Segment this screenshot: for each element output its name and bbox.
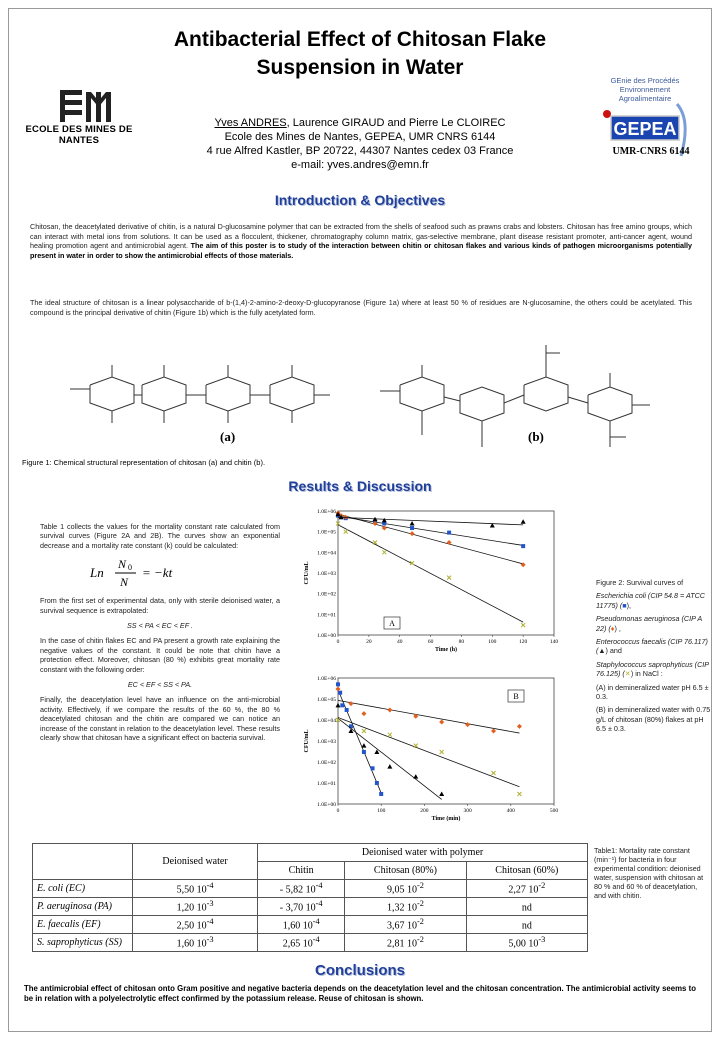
y-tick-label: 1.0E+06 <box>317 676 336 682</box>
x-tick-label: 40 <box>396 639 403 645</box>
eq-denominator: N <box>120 575 129 590</box>
emn-logo-caption: ECOLE DES MINES DE NANTES <box>25 124 133 146</box>
email[interactable]: e-mail: yves.andres@emn.fr <box>291 159 429 171</box>
results-heading: Results & Discussion <box>288 478 432 494</box>
results-text <box>40 522 280 749</box>
x-axis-label: Time (h) <box>434 647 458 653</box>
fig2-caption-ecoli: Escherichia coli (CIP 54.8 = ATCC 11775) (■), <box>596 591 705 610</box>
figure-1-caption: Figure 1: Chemical structural representation of chitosan (a) and chitin (b). <box>22 458 266 467</box>
table-1-caption: Table1: Mortality rate constant (min⁻¹) for bacteria in four experimental condition: deionised water, suspension with chitosan at 80 % and 60 % of deacetylation, and with chitin. <box>594 846 704 900</box>
intro-heading: Introduction & Objectives <box>274 192 446 208</box>
chitin-structure <box>380 345 650 447</box>
eq-numerator-sub: 0 <box>128 563 132 573</box>
survival-chart-b <box>300 672 562 822</box>
emn-logo-mark <box>14 88 144 124</box>
intro-aim-text: The aim of this poster is to study of the interaction between chitin or chitosan flakes and various kinds of pathogen microorganisms potentially present in water in order to show the antimicrobial effects of those materials. <box>30 241 693 260</box>
y-tick-label: 1.0E+00 <box>317 802 336 808</box>
x-tick-label: 100 <box>377 808 386 814</box>
authors-block <box>160 116 560 172</box>
title-line-2: Suspension in Water <box>256 56 464 79</box>
coauthors: , Laurence GIRAUD and Pierre Le CLOIREC <box>286 117 506 129</box>
table-row: E. faecalis (EF) 2,50 $10^{-4}$ 1,60 $10^{-4}$ 3,67 $10^{-2}$ nd <box>33 916 588 934</box>
panel-label: B <box>513 692 519 701</box>
x-tick-label: 400 <box>506 808 515 814</box>
y-tick-label: 1.0E+04 <box>317 550 336 557</box>
fig2-caption-ss: Staphylococcus saprophyticus (CIP 76.125) (✕) in NaCl : <box>596 659 709 679</box>
col-group-polymer: Deionised water with polymer <box>258 844 588 862</box>
eq-rhs: = −kt <box>142 565 173 581</box>
plot-area <box>338 511 554 635</box>
eq-ln: Ln <box>90 565 104 581</box>
poster-title <box>100 26 620 82</box>
label-b: (b) <box>528 429 544 444</box>
gepea-tagline-1: GEnie des Procédés <box>610 76 680 85</box>
fig2-caption-title: Figure 2: Survival curves of <box>596 578 684 587</box>
gepea-logo-name: GEPEA <box>613 119 677 139</box>
x-tick-label: 0 <box>336 639 340 645</box>
data-point <box>375 781 379 785</box>
survival-sequence-2: EC < EF < SS < PA. <box>127 680 193 690</box>
ecoli-marker-icon: ■ <box>622 600 627 610</box>
col-chitosan-60: Chitosan (60%) <box>466 862 587 880</box>
conclusions-text: The antimicrobial effect of chitosan onto Gram positive and negative bacteria depends on the deacetylation level and the chitosan concentration. The antimicrobial activity seems to be in relation with a polyelectrolytic effect confirmed by the potassium release. Reuse of chitosan is shown. <box>24 984 696 1003</box>
equation-graphic <box>40 556 280 590</box>
data-point <box>379 792 383 796</box>
author-line <box>160 116 560 130</box>
col-deionised-water: Deionised water <box>133 844 258 880</box>
col-chitosan-80: Chitosan (80%) <box>345 862 466 880</box>
y-axis-label: CFU/mL <box>304 561 310 585</box>
fig2-caption-pa: Pseudomonas aeruginosa (CIP A 22) (♦) , <box>596 614 702 633</box>
gepea-logo-mark <box>595 76 705 186</box>
table-row: E. coli (EC) 5,50 $10^{-4}$ - 5,82 $10^{-4}$ 9,05 $10^{-2}$ 2,27 $10^{-2}$ <box>33 880 588 898</box>
intro-paragraph-1 <box>30 222 692 260</box>
results-paragraph-1: Table 1 collects the values for the mortality constant rate calculated from survival curves (Figure 2A and 2B). The curves show an exponential decrease and a mortality rate constant (k) could be calculated: <box>40 522 280 550</box>
mortality-table <box>32 843 588 952</box>
y-tick-label: 1.0E+06 <box>317 509 336 515</box>
intro-paragraph-2: The ideal structure of chitosan is a linear polysaccharide of b-(1,4)-2-amino-2-deoxy-D-glucopyranose (Figure 1a) where at least 50 % of residues are N-glucosamine, the others could be acetylated. This compound is the principal derivative of chitin (Figure 1b) which is the fully acetylated form. <box>30 298 692 317</box>
data-point <box>447 531 451 535</box>
x-tick-label: 100 <box>488 639 497 645</box>
ef-marker-icon: ▲ <box>598 646 606 656</box>
y-tick-label: 1.0E+04 <box>317 718 336 724</box>
results-paragraph-2: From the first set of experimental data, only with sterile deionised water, a survival sequence is extrapolated: <box>40 596 280 615</box>
y-tick-label: 1.0E+03 <box>317 739 336 745</box>
table-row: P. aeruginosa (PA) 1,20 $10^{-3}$ - 3,70 $10^{-4}$ 1,32 $10^{-2}$ nd <box>33 898 588 916</box>
equation <box>40 556 280 590</box>
eq-numerator: N <box>118 557 127 572</box>
x-tick-label: 300 <box>463 808 472 814</box>
survival-sequence-1: SS < PA < EC < EF . <box>127 621 193 631</box>
chemical-structures <box>30 325 690 460</box>
y-tick-label: 1.0E+02 <box>317 591 336 598</box>
survival-chart-a <box>300 505 562 653</box>
emn-logo <box>14 88 144 146</box>
address: 4 rue Alfred Kastler, BP 20722, 44307 Nantes cedex 03 France <box>206 145 514 157</box>
gepea-logo <box>595 76 705 186</box>
y-tick-label: 1.0E+00 <box>317 633 336 639</box>
x-tick-label: 120 <box>519 639 528 645</box>
data-point <box>362 750 366 754</box>
data-point <box>410 526 414 530</box>
y-tick-label: 1.0E+01 <box>317 612 336 619</box>
gepea-logo-umr: UMR-CNRS 6144 <box>612 146 690 157</box>
label-a: (a) <box>220 429 236 444</box>
first-author: Yves ANDRES <box>214 117 287 129</box>
data-point <box>521 544 525 548</box>
results-paragraph-3: In the case of chitin flakes EC and PA present a growth rate explaining the negative values of the constant. It could be note that chitin have a protection effect. Moreover, chitosan (80 %) exhibits great mortality rate constant with the following order: <box>40 636 280 674</box>
data-point <box>340 703 344 707</box>
y-tick-label: 1.0E+03 <box>317 571 336 577</box>
chitosan-structure <box>70 365 330 423</box>
y-tick-label: 1.0E+01 <box>317 781 336 787</box>
y-tick-label: 1.0E+02 <box>317 760 336 766</box>
data-point <box>336 682 340 686</box>
x-tick-label: 60 <box>427 639 434 645</box>
data-point <box>371 766 375 770</box>
fig2-caption-b: (B) in demineralized water with 0.75 g/L of chitosan (80%) flakes at pH 6.5 ± 0.3. <box>596 705 711 734</box>
data-point <box>345 708 349 712</box>
fig2-caption-a: (A) in demineralized water pH 6.5 ± 0.3. <box>596 682 709 702</box>
x-tick-label: 0 <box>336 808 340 814</box>
x-tick-label: 80 <box>458 639 465 645</box>
conclusions-heading: Conclusions <box>314 962 405 979</box>
fig2-caption-ef: Enterococcus faecalis (CIP 76.117) (▲) and <box>596 637 708 656</box>
y-tick-label: 1.0E+05 <box>317 697 336 703</box>
y-tick-label: 1.0E+05 <box>317 529 336 536</box>
results-paragraph-4: Finally, the deacetylation level have an influence on the anti-microbial activity. Effectively, if we compare the results of the 60 %, the 80 % deacetylated chitosan and the chitin are compared we can notice an increase of the constant in relation to the deacetylation level. These results clearly show that chitosan have a significant effect on bacteria survival. <box>40 695 280 743</box>
x-tick-label: 140 <box>549 639 559 645</box>
x-axis-label: Time (min) <box>431 816 461 822</box>
title-line-1: Antibacterial Effect of Chitosan Flake <box>173 28 547 51</box>
col-chitin: Chitin <box>258 862 345 880</box>
gepea-tagline-3: Agroalimentaire <box>618 94 672 103</box>
affiliation: Ecole des Mines de Nantes, GEPEA, UMR CNRS 6144 <box>224 131 496 143</box>
gepea-tagline-2: Environnement <box>619 85 671 94</box>
x-tick-label: 200 <box>420 808 429 814</box>
data-point <box>338 691 342 695</box>
x-tick-label: 500 <box>549 808 559 814</box>
pa-marker-icon: ♦ <box>610 623 615 633</box>
table-row: S. saprophyticus (SS) 1,60 $10^{-3}$ 2,65 $10^{-4}$ 2,81 $10^{-2}$ 5,00 $10^{-3}$ <box>33 934 588 952</box>
table-header-row-1 <box>33 844 588 862</box>
x-tick-label: 20 <box>366 639 372 645</box>
intro-text-1: Chitosan, the deacetylated derivative of chitin, is a natural D-glucosamine polymer that can be extracted from the shells of seafood such as prawns crabs and lobsters. Chitosan has free amino groups, which can interact with metal ions from solutions. It can be used as a flocculent, thickener, chromatography column matrix, gas-selective membrane, plant disease resistant promoter, anti-cancer agent, wound healing promotion agent and antimicrobial agent. <box>30 222 692 251</box>
ss-marker-icon: ✕ <box>624 669 631 679</box>
panel-label: A <box>389 619 395 628</box>
table-corner <box>33 844 133 880</box>
figure-2-caption <box>596 578 711 738</box>
y-axis-label: CFU/mL <box>304 729 310 753</box>
